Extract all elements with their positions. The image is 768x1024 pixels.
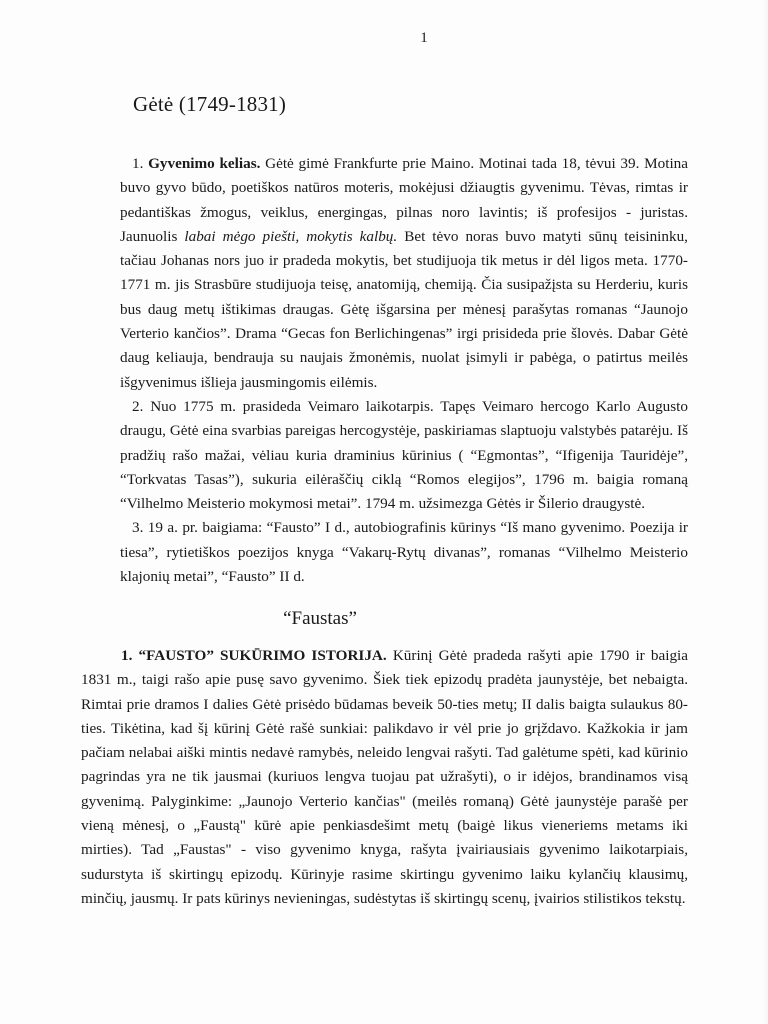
- paragraph-number: 1.: [132, 155, 144, 172]
- faust-paragraph-text: Kūrinį Gėtė pradeda rašyti apie 1790 ir baigia 1831 m., taigi rašo apie pusę savo gyvenimo. Šiek tiek epizodų pradėta jaunystėje, bet nebaigta. Rimtai prie dramos I dalies Gėtė prisėdo būdamas beveik 50-ties metų; II dalis baigta sulaukus 80-ties. Tikėtina, kad šį kūrinį Gėtė rašė sunkiai: palikdavo ir vėl prie jo grįždavo. Kažkokia ir jam pačiam nelabai aiški mintis nedavė ramybės, neleido lengvai rašyti. Tad galėtume spėti, kad kūrinio pagrindas yra ne tik jausmai (kuriuos lengva tuojau pat užrašyti), o ir idėjos, brandinamos visą gyvenimą. Palyginkime: „Jaunojo Verterio kančias" (meilės romaną) Gėtė jaunystėje parašė per vieną mėnesį, o „Faustą" kūrė apie penkiasdešimt metų (baigė likus vieneriems metams iki mirties). Tad „Faustas" - viso gyvenimo knyga, rašyta įvairiausiais gyvenimo laikotarpiais, sudurstyta iš skirtingų epizodų. Kūrinyje rasime skirtingu gyvenimo laiku kylančių klausimų, minčių, jausmų. Ir pats kūrinys nevieningas, sudėstytas iš skirtingų scenų, įvairios stilistikos tekstų.: [81, 647, 688, 907]
- paragraph-text: Gėtė gimė Frankfurte prie Maino. Motinai tada 18, tėvui 39. Motina buvo gyvo būdo, poetiškos natūros moteris, mokėjusi džiaugtis gyvenimu. Tėvas, rimtas ir pedantiškas žmogus, veiklus, energingas, pilnas noro lavintis; iš profesijos - juristas. Jaunuolis: [120, 155, 689, 245]
- biography-paragraph-2: 2. Nuo 1775 m. prasideda Veimaro laikotarpis. Tapęs Veimaro hercogo Karlo Augusto draugu, Gėtė eina svarbias pareigas hercogystėje, paskiriamas slaptuoju valstybės patarėju. Iš pradžių rašo mažai, vėliau kuria draminius kūrinius ( “Egmontas”, “Ifigenija Tauridėje”, “Torkvatas Tasas”), sukuria eilėraščių ciklą “Romos elegijos”, 1796 m. baigia romaną “Vilhelmo Meisterio mokymosi metai”. 1794 m. užsimezga Gėtės ir Šilerio draugystė.: [120, 397, 688, 513]
- faust-history-section: [81, 644, 688, 911]
- page-number: 1: [420, 30, 428, 46]
- italic-phrase: labai mėgo piešti, mokytis kalbų.: [184, 227, 398, 245]
- faust-paragraph: [81, 644, 688, 911]
- paragraph-text: Bet tėvo noras buvo matyti sūnų teisininku, tačiau Johanas nors juo ir pradeda mokytis, bet studijuoja tik metus ir dėl ligos meta. 1770-1771 m. jis Strasbūre studijuoja teisę, anatomiją, chemiją. Čia susipažįsta su Herderiu, kuris bus daug metų ištikimas draugas. Gėtę išgarsina per mėnesį parašytas romanas “Jaunojo Verterio kančios”. Drama “Gecas fon Berlichingenas” irgi prisideda prie šlovės. Dabar Gėtė daug keliauja, bendrauja su naujais žmonėmis, nuolat įsimyli ir pabėga, o patirtus meilės išgyvenimus išlieja jausmingomis eilėmis.: [120, 227, 688, 391]
- biography-paragraph-3: 3. 19 a. pr. baigiama: “Fausto” I d., autobiografinis kūrinys “Iš mano gyvenimo. Poezija ir tiesa”, rytietiškos poezijos knyga “Vakarų-Rytų divanas”, romanas “Vilhelmo Meisterio klajonių metai”, “Fausto” II d.: [120, 519, 688, 586]
- section-lead-heading: Gyvenimo kelias.: [148, 155, 261, 172]
- faust-lead-heading: 1. “FAUSTO” SUKŪRIMO ISTORIJA.: [121, 647, 387, 664]
- biography-paragraph-1: [120, 152, 688, 395]
- page-title: Gėtė (1749-1831): [133, 92, 287, 116]
- section-title: “Faustas”: [283, 608, 357, 629]
- biography-section: [120, 152, 688, 589]
- scan-edge-shadow: [762, 0, 768, 1024]
